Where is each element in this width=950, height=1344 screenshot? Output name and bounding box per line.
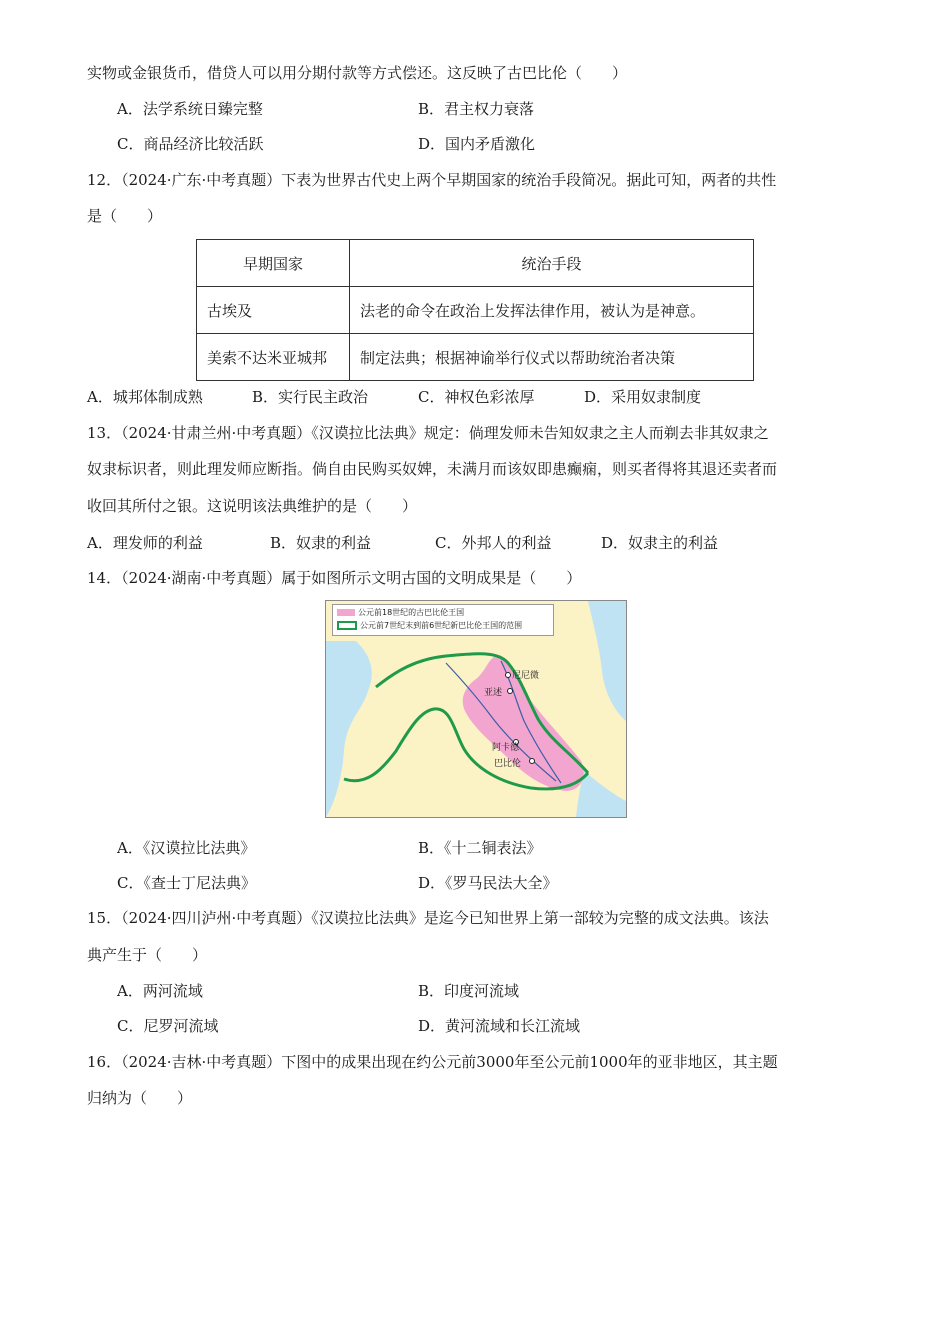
city-label-nineveh: 尼尼微	[512, 671, 540, 681]
city-label-babylon: 巴比伦	[494, 759, 522, 769]
q13-stem-line3: 收回其所付之银。这说明该法典维护的是（ ）	[87, 497, 418, 515]
city-dot-assur	[508, 689, 513, 694]
q12-option-b: B．实行民主政治	[252, 388, 369, 406]
q12-option-d: D．采用奴隶制度	[584, 388, 702, 406]
table-cell-means: 制定法典；根据神谕举行仪式以帮助统治者决策	[350, 334, 754, 381]
q15-option-c: C．尼罗河流域	[117, 1017, 219, 1035]
q11-option-a: A．法学系统日臻完整	[117, 100, 263, 118]
q13-option-a: A．理发师的利益	[87, 534, 203, 552]
table-cell-means: 法老的命令在政治上发挥法律作用，被认为是神意。	[350, 287, 754, 334]
city-label-akkad: 阿卡德	[492, 743, 520, 753]
q11-option-c: C．商品经济比较活跃	[117, 135, 264, 153]
q13-stem-line2: 奴隶标识者，则此理发师应断指。倘自由民购买奴婢，未满月而该奴即患癫痫，则买者得将其退还卖者而	[87, 460, 778, 478]
table-header-country: 早期国家	[197, 240, 350, 287]
q12-stem-line2: 是（ ）	[87, 207, 163, 225]
q12-option-c: C．神权色彩浓厚	[418, 388, 535, 406]
q14-option-d: D．《罗马民法大全》	[418, 874, 558, 892]
legend-text-green: 公元前7世纪末到前6世纪新巴比伦王国的范围	[360, 621, 523, 630]
q12-table	[196, 239, 754, 381]
q14-option-c: C．《查士丁尼法典》	[117, 874, 256, 892]
legend-swatch-green	[337, 621, 357, 630]
q15-stem-line1: 15．（2024·四川泸州·中考真题）《汉谟拉比法典》是迄今已知世界上第一部较为完整的成文法典。该法	[87, 909, 769, 927]
q16-stem-line1: 16．（2024·吉林·中考真题）下图中的成果出现在约公元前3000年至公元前1000年的亚非地区，其主题	[87, 1053, 778, 1071]
table-header-means: 统治手段	[350, 240, 754, 287]
q13-option-d: D．奴隶主的利益	[601, 534, 719, 552]
q15-stem-line2: 典产生于（ ）	[87, 946, 208, 964]
table-header-row	[197, 240, 754, 287]
legend-row-green	[337, 620, 522, 632]
q13-option-c: C．外邦人的利益	[435, 534, 552, 552]
q13-stem-line1: 13．（2024·甘肃兰州·中考真题）《汉谟拉比法典》规定：倘理发师未告知奴隶之主人而剃去非其奴隶之	[87, 424, 769, 442]
q11-option-d: D．国内矛盾激化	[418, 135, 536, 153]
q12-option-a: A．城邦体制成熟	[87, 388, 203, 406]
table-cell-country: 古埃及	[197, 287, 350, 334]
q15-option-d: D．黄河流域和长江流域	[418, 1017, 581, 1035]
city-label-assur: 亚述	[484, 688, 503, 698]
q13-option-b: B．奴隶的利益	[270, 534, 372, 552]
q11-stem-tail: 实物或金银货币，借贷人可以用分期付款等方式偿还。这反映了古巴比伦（ ）	[87, 64, 628, 82]
q12-stem-line1: 12．（2024·广东·中考真题）下表为世界古代史上两个早期国家的统治手段简况。据此可知，两者的共性	[87, 171, 777, 189]
map-legend	[332, 604, 554, 636]
city-dot-babylon	[530, 759, 535, 764]
table-row	[197, 287, 754, 334]
legend-swatch-pink	[337, 609, 355, 616]
table-cell-country: 美索不达米亚城邦	[197, 334, 350, 381]
q15-option-b: B．印度河流域	[418, 982, 520, 1000]
legend-text-pink: 公元前18世纪的古巴比伦王国	[358, 608, 465, 617]
q15-option-a: A．两河流域	[117, 982, 203, 1000]
city-dot-nineveh	[506, 673, 511, 678]
q14-option-a: A．《汉谟拉比法典》	[117, 839, 256, 857]
mesopotamia-map	[325, 600, 627, 818]
legend-row-pink	[337, 607, 464, 619]
table-row	[197, 334, 754, 381]
q14-stem: 14．（2024·湖南·中考真题）属于如图所示文明古国的文明成果是（ ）	[87, 569, 582, 587]
q11-option-b: B．君主权力衰落	[418, 100, 535, 118]
q16-stem-line2: 归纳为（ ）	[87, 1089, 193, 1107]
q14-option-b: B．《十二铜表法》	[418, 839, 542, 857]
